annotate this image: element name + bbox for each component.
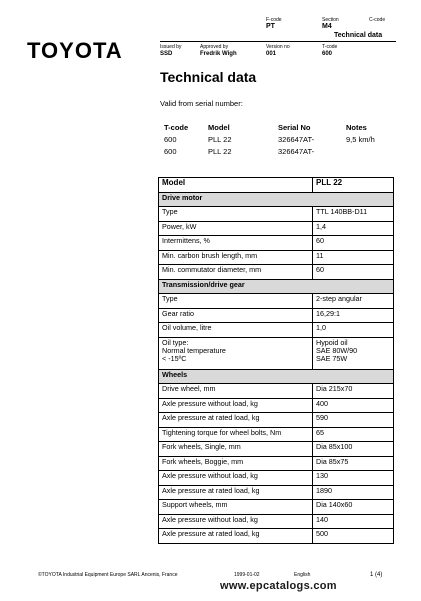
spec-row [159, 250, 394, 265]
spec-value: 590 [313, 413, 394, 428]
doc-type: Technical data [334, 32, 383, 39]
spec-row [159, 398, 394, 413]
spec-row [159, 529, 394, 544]
section-header-wheels [159, 369, 394, 384]
spec-model-row [159, 178, 394, 193]
spec-label: Gear ratio [159, 308, 313, 323]
spec-label: Oil type: Normal temperature < -15ºC [159, 337, 313, 369]
tcode-value: 600 [322, 51, 333, 57]
approved-label: Approved by [200, 44, 229, 50]
page-title: Technical data [160, 69, 257, 85]
serial-header-serial: Serial No [278, 122, 311, 132]
spec-row [159, 384, 394, 399]
serial-cell-model: PLL 22 [208, 134, 232, 144]
serial-cell-notes: 9,5 km/h [346, 134, 375, 144]
serial-header-tcode: T-code [164, 122, 189, 132]
issued-label: Issued by [160, 44, 182, 50]
serial-table-header [164, 121, 406, 133]
serial-table [164, 121, 406, 157]
footer-date: 1999-01-02 [234, 572, 260, 578]
spec-label: Type [159, 294, 313, 309]
spec-label: Min. commutator diameter, mm [159, 265, 313, 280]
spec-row [159, 514, 394, 529]
valid-from-label: Valid from serial number: [160, 99, 243, 108]
spec-row [159, 308, 394, 323]
spec-row [159, 337, 394, 369]
serial-cell-serial: 326647AT- [278, 134, 315, 144]
section-header-transmission [159, 279, 394, 294]
serial-row [164, 145, 406, 157]
version-value: 001 [266, 51, 277, 57]
spec-value: 500 [313, 529, 394, 544]
spec-value: Dia 140x60 [313, 500, 394, 515]
fcode-label: F-code [266, 17, 282, 23]
spec-label: Axle pressure without load, kg [159, 471, 313, 486]
spec-label: Axle pressure at rated load, kg [159, 529, 313, 544]
section-label: Section [322, 17, 339, 23]
spec-row [159, 294, 394, 309]
spec-label: Support wheels, mm [159, 500, 313, 515]
approved-value: Fredrik Wigh [200, 51, 237, 57]
version-label: Version no [266, 44, 290, 50]
footer-page-number: 1 (4) [370, 572, 383, 578]
watermark-text: www.epcatalogs.com [220, 580, 337, 592]
spec-value: Hypoid oil SAE 80W/90 SAE 75W [313, 337, 394, 369]
spec-value: 60 [313, 236, 394, 251]
spec-label: Axle pressure at rated load, kg [159, 485, 313, 500]
spec-row [159, 236, 394, 251]
section-header-drive-motor [159, 192, 394, 207]
serial-header-notes: Notes [346, 122, 367, 132]
spec-value: 1,0 [313, 323, 394, 338]
spec-label: Drive wheel, mm [159, 384, 313, 399]
spec-value: 11 [313, 250, 394, 265]
spec-value: 400 [313, 398, 394, 413]
spec-row [159, 207, 394, 222]
spec-label: Fork wheels, Single, mm [159, 442, 313, 457]
section-title: Transmission/drive gear [159, 279, 394, 294]
section-title: Drive motor [159, 192, 394, 207]
footer-copyright: ©TOYOTA Industrial Equipment Europe SARL Ancenis, France [38, 572, 178, 578]
spec-row [159, 221, 394, 236]
ccode-label: C-code [369, 17, 386, 23]
tcode-label: T-code [322, 44, 338, 50]
model-label: Model [159, 178, 313, 193]
spec-row [159, 413, 394, 428]
spec-row [159, 427, 394, 442]
serial-header-model: Model [208, 122, 230, 132]
spec-value: Dia 85x75 [313, 456, 394, 471]
serial-row [164, 133, 406, 145]
spec-value: 1890 [313, 485, 394, 500]
spec-value: Dia 85x100 [313, 442, 394, 457]
spec-table [158, 177, 394, 544]
header-divider [160, 41, 396, 42]
spec-row [159, 471, 394, 486]
issued-value: SSD [160, 51, 173, 57]
spec-label: Axle pressure without load, kg [159, 514, 313, 529]
spec-value: Dia 215x70 [313, 384, 394, 399]
spec-label: Oil volume, litre [159, 323, 313, 338]
serial-cell-model: PLL 22 [208, 146, 232, 156]
spec-label: Axle pressure without load, kg [159, 398, 313, 413]
spec-row [159, 485, 394, 500]
brand-logo: TOYOTA [27, 38, 123, 63]
spec-row [159, 265, 394, 280]
fcode-value: PT [266, 23, 275, 30]
spec-label: Type [159, 207, 313, 222]
section-value: M4 [322, 23, 332, 30]
spec-value: 130 [313, 471, 394, 486]
spec-label: Min. carbon brush length, mm [159, 250, 313, 265]
spec-label: Fork wheels, Boggie, mm [159, 456, 313, 471]
spec-value: 2-step angular [313, 294, 394, 309]
spec-value: 60 [313, 265, 394, 280]
spec-row [159, 500, 394, 515]
serial-cell-tcode: 600 [164, 146, 177, 156]
serial-cell-serial: 326647AT- [278, 146, 315, 156]
spec-label: Tightening torque for wheel bolts, Nm [159, 427, 313, 442]
serial-cell-tcode: 600 [164, 134, 177, 144]
spec-value: TTL 140BB-D11 [313, 207, 394, 222]
spec-label: Intermittens, % [159, 236, 313, 251]
spec-value: 65 [313, 427, 394, 442]
spec-label: Power, kW [159, 221, 313, 236]
spec-value: 1,4 [313, 221, 394, 236]
section-title: Wheels [159, 369, 394, 384]
footer-language: English [294, 572, 311, 578]
spec-row [159, 442, 394, 457]
spec-row [159, 323, 394, 338]
spec-value: 140 [313, 514, 394, 529]
spec-label: Axle pressure at rated load, kg [159, 413, 313, 428]
model-value: PLL 22 [313, 178, 394, 193]
spec-value: 16,29:1 [313, 308, 394, 323]
spec-row [159, 456, 394, 471]
